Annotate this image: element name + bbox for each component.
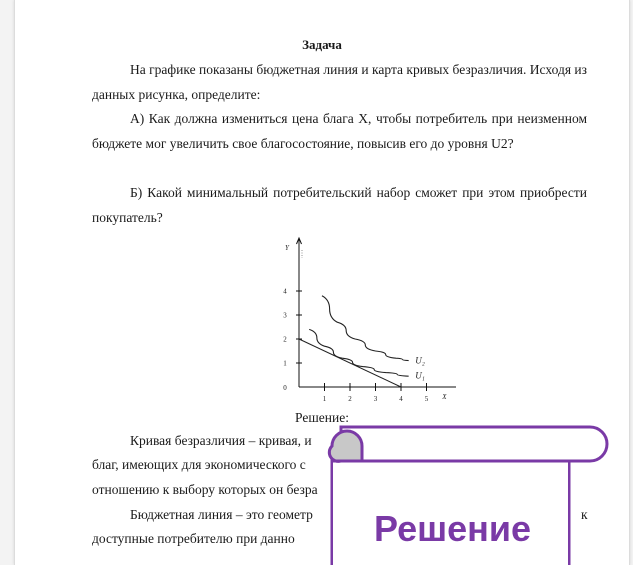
y-axis-label: Y <box>285 244 289 252</box>
x-tick-label: 4 <box>399 395 403 403</box>
curve-label-u1: U₁ <box>415 370 425 381</box>
question-a: А) Как должна измениться цена блага X, чтобы потребитель при неизменном бюджете мог увеличить свое благосостояние, повысив его до уровня U2? <box>92 111 587 151</box>
indifference-chart <box>269 235 459 405</box>
solution-line-3: отношению к выбору которых он безра <box>92 482 318 497</box>
x-tick-label: 3 <box>373 395 378 403</box>
y-tick-label: 3 <box>283 311 287 320</box>
x-tick-label: 5 <box>424 395 429 403</box>
solution-line-2: благ, имеющих для экономического с <box>92 457 306 472</box>
x-tick-label: 1 <box>322 395 327 403</box>
x-tick-label: 2 <box>348 395 352 403</box>
origin-label: 0 <box>283 384 287 392</box>
solution-line-4-end: к <box>581 507 588 522</box>
question-b: Б) Какой минимальный потребительский набор сможет при этом приобрести покупатель? <box>92 185 587 225</box>
y-tick-label: 2 <box>283 335 287 344</box>
y-tick-label: 1 <box>283 359 287 368</box>
indifference-curve-u2 <box>322 296 409 361</box>
budget-line <box>299 339 401 387</box>
x-axis-label: X <box>442 393 447 401</box>
banner-title: Решение <box>373 508 532 549</box>
solution-caption: Решение: <box>295 410 349 425</box>
solution-line-4: Бюджетная линия – это геометр <box>130 507 313 522</box>
solution-line-5: доступные потребителю при данно <box>92 531 295 546</box>
task-title: Задача <box>302 37 342 52</box>
indifference-curve-u1 <box>309 329 408 376</box>
y-tick-label: 4 <box>283 287 287 296</box>
solution-line-1: Кривая безразличия – кривая, и <box>130 433 312 448</box>
task-intro: На графике показаны бюджетная линия и карта кривых безразличия. Исходя из данных рисунка, определите: <box>92 62 587 102</box>
curve-label-u2: U₂ <box>415 355 425 366</box>
